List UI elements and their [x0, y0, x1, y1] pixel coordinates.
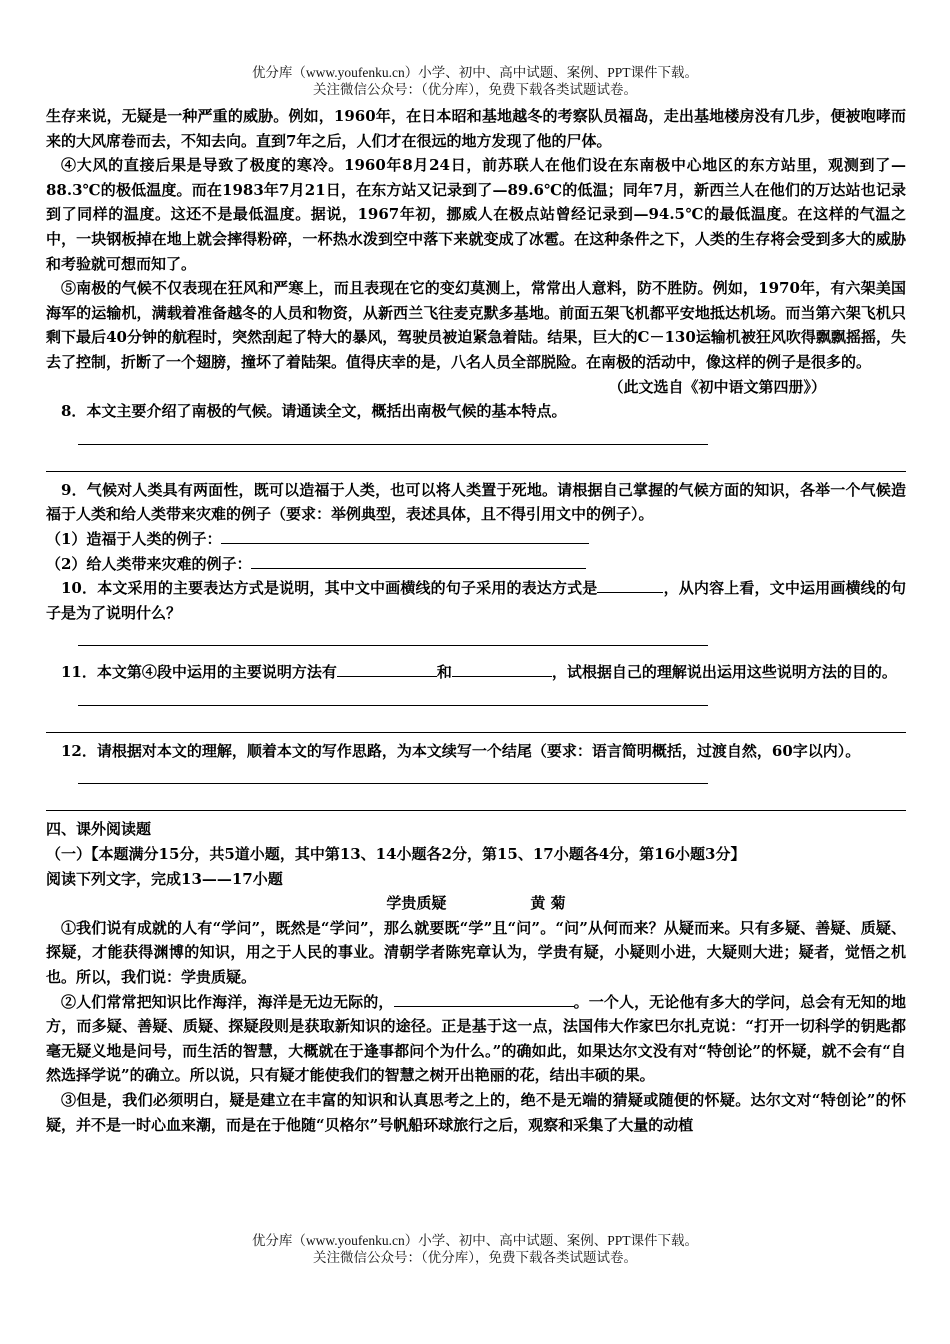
- passage-continuation: 生存来说，无疑是一种严重的威胁。例如，1960年，在日本昭和基地越冬的考察队员福岛，走出基地楼房没有几步，便被咆哮而来的大风席卷而去，不知去向。直到7年之后，人们才在很远的地方发现了他的尸体。: [46, 107, 906, 150]
- passage-paragraph-5: ⑤南极的气候不仅表现在狂风和严寒上，而且表现在它的变幻莫测上，常常出人意料，防不胜防。例如，1970年，有六架美国海军的运输机，满载着准备越冬的人员和物资，从新西兰飞往麦克默多基地。前面五架飞机都平安地抵达机场。而当第六架飞机只剩下最后40分钟的航程时，突然刮起了特大的暴风，驾驶员被迫紧急着陆。结果，巨大的C－130运输机被狂风吹得飘飘摇摇，失去了控制，折断了一个翅膀，撞坏了着陆架。值得庆幸的是，八名人员全部脱险。在南极的活动中，像这样的例子是很多的。: [46, 279, 906, 371]
- question-10: [46, 576, 906, 625]
- article-title-line: [46, 891, 906, 916]
- question-9-part-1: [46, 527, 906, 552]
- article-paragraph-2-text-b: 。一个人，无论他有多大的学问，总会有无知的地方，而多疑、善疑、质疑、探疑段则是获取新知识的途径。正是基于这一点，法国伟大作家巴尔扎克说：“打开一切科学的钥匙都毫无疑义地是问号，而生活的智慧，大概就在于逢事都问个为什么。”的确如此，如果达尔文没有对“特创论”的怀疑，就不会有“自然选择学说”的确立。所以说，只有疑才能使我们的智慧之树开出艳丽的花，结出丰硕的果。: [46, 992, 906, 1085]
- question-9: 9．气候对人类具有两面性，既可以造福于人类，也可以将人类置于死地。请根据自己掌握的气候方面的知识，各举一个气候造福于人类和给人类带来灾难的例子（要求：举例典型，表述具体，且不得引用文中的例子）。: [46, 480, 906, 524]
- footer-line-1: 优分库（www.youfenku.cn）小学、初中、高中试题、案例、PPT课件下载。: [251, 1233, 699, 1248]
- question-11-text-b: 和: [436, 663, 452, 682]
- question-12: 12．请根据对本文的理解，顺着本文的写作思路，为本文续写一个结尾（要求：语言简明概括，过渡自然，60字以内）。: [61, 741, 861, 760]
- section-4-heading: 四、课外阅读题: [46, 820, 152, 839]
- answer-line[interactable]: [78, 763, 708, 784]
- header-line-2: 关注微信公众号：（优分库），免费下载各类试题试卷。: [313, 82, 637, 97]
- article-paragraph-1: ①我们说有成就的人有“学问”，既然是“学问”，那么就要既“学”且“问”。“问”从何而来？从疑而来。只有多疑、善疑、质疑、探疑，才能获得渊博的知识，用之于人民的事业。清朝学者陈宪章认为，学贵有疑，小疑则小进，大疑则大进；疑者，觉悟之机也。所以，我们说：学贵质疑。: [46, 918, 906, 987]
- header-line-1: 优分库（www.youfenku.cn）小学、初中、高中试题、案例、PPT课件下载。: [251, 65, 699, 80]
- answer-line[interactable]: [78, 424, 708, 445]
- question-10-text-b: ，从内容上看，文中运用画横线的句子是为了说明什么？: [46, 579, 906, 622]
- article-paragraph-2-text-a: ②人们常常把知识比作海洋，海洋是无边无际的，: [61, 992, 394, 1011]
- question-9-part-1-label: （1）造福于人类的例子：: [46, 529, 222, 548]
- answer-line[interactable]: [46, 451, 906, 472]
- reading-instruction: 阅读下列文字，完成13——17小题: [46, 869, 283, 888]
- page-footer: [0, 1232, 950, 1266]
- article-title: 学贵质疑: [386, 894, 447, 913]
- answer-blank[interactable]: [251, 552, 586, 569]
- passage-source: （此文选自《初中语文第四册》）: [608, 377, 826, 396]
- question-8: 8．本文主要介绍了南极的气候。请通读全文，概括出南极气候的基本特点。: [61, 402, 567, 421]
- footer-line-2: 关注微信公众号：（优分库），免费下载各类试题试卷。: [313, 1250, 637, 1265]
- article-paragraph-3: ③但是，我们必须明白，疑是建立在丰富的知识和认真思考之上的，绝不是无端的猜疑或随便的怀疑。达尔文对“特创论”的怀疑，并不是一时心血来潮，而是在于他随“贝格尔”号帆船环球旅行之后，观察和采集了大量的动植: [46, 1091, 906, 1134]
- article-paragraph-2: [46, 990, 906, 1088]
- article-author: 黄 菊: [530, 894, 566, 913]
- answer-line[interactable]: [78, 625, 708, 646]
- page-header: [0, 64, 950, 98]
- answer-blank[interactable]: [221, 527, 589, 544]
- passage-paragraph-4: ④大风的直接后果是导致了极度的寒冷。1960年8月24日，前苏联人在他们设在东南极中心地区的东方站里，观测到了—88.3℃的极低温度。而在1983年7月21日，在东方站又记录到了—89.6℃的低温；同年7月，新西兰人在他们的万达站也记录到了同样的温度。这还不是最低温度。据说，1967年初，挪威人在极点站曾经记录到—94.5℃的最低温度。在这样的气温之中，一块钢板掉在地上就会摔得粉碎，一杯热水泼到空中落下来就变成了冰雹。在这种条件之下，人类的生存将会受到多大的威胁和考验就可想而知了。: [46, 156, 906, 273]
- fill-in-blank[interactable]: [394, 990, 574, 1007]
- answer-blank[interactable]: [452, 660, 552, 677]
- document-body: [46, 104, 906, 1137]
- answer-line[interactable]: [46, 790, 906, 811]
- question-9-part-2-label: （2）给人类带来灾难的例子：: [46, 554, 252, 573]
- answer-blank[interactable]: [337, 660, 437, 677]
- question-11-text-a: 11．本文第④段中运用的主要说明方法有: [61, 663, 337, 682]
- question-11-text-c: ，试根据自己的理解说出运用这些说明方法的目的。: [551, 663, 897, 682]
- answer-blank[interactable]: [597, 576, 663, 593]
- question-9-part-2: [46, 552, 906, 577]
- question-11: [46, 660, 906, 685]
- answer-line[interactable]: [78, 685, 708, 706]
- section-4-subheading: （一）【本题满分15分，共5道小题，其中第13、14小题各2分，第15、17小题各4分，第16小题3分】: [46, 845, 746, 864]
- answer-line[interactable]: [46, 712, 906, 733]
- question-10-text-a: 10．本文采用的主要表达方式是说明，其中文中画横线的句子采用的表达方式是: [61, 579, 598, 598]
